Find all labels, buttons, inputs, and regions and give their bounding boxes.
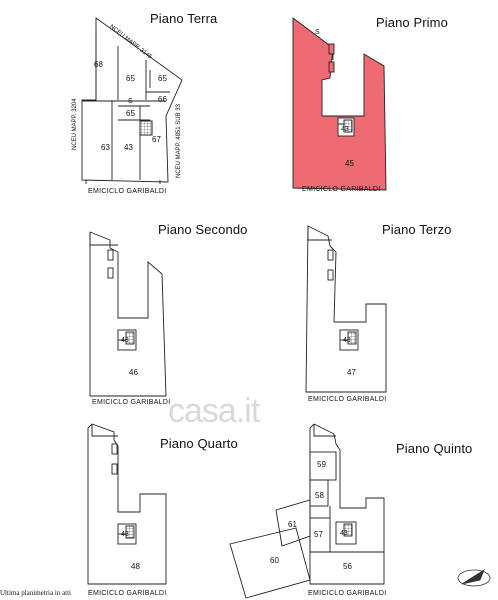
room-label: 68 xyxy=(94,60,103,69)
floor-title-primo: Piano Primo xyxy=(376,15,448,30)
floor-title-secondo: Piano Secondo xyxy=(158,222,248,237)
floor-plan-quinto xyxy=(230,424,384,598)
street-label-primo: EMICICLO GARIBALDI xyxy=(302,186,381,193)
room-label: 60 xyxy=(270,556,279,565)
quarto-outline xyxy=(88,424,166,584)
floor-title-quarto: Piano Quarto xyxy=(160,436,238,451)
secondo-outline xyxy=(90,232,166,396)
street-label-terra: EMICICLO GARIBALDI xyxy=(88,188,167,195)
room-label: 59 xyxy=(317,460,326,469)
room-label: 43 xyxy=(121,531,129,538)
street-label-quarto: EMICICLO GARIBALDI xyxy=(88,590,167,597)
room-label: 43 xyxy=(124,143,133,152)
room-label: 43 xyxy=(340,530,348,537)
room-label: 43 xyxy=(121,337,129,344)
room-label: 65 xyxy=(158,74,167,83)
street-label-secondo: EMICICLO GARIBALDI xyxy=(92,399,171,406)
room-label: 61 xyxy=(288,520,297,529)
footer-note: Ultima planimetria in atti xyxy=(0,589,71,597)
floor-plan-primo xyxy=(293,18,386,190)
room-label: S xyxy=(128,98,133,105)
room-label: 65 xyxy=(126,74,135,83)
room-label: S xyxy=(315,29,320,36)
north-arrow-icon xyxy=(458,570,490,586)
cadastral-label-right: NCEU MAPP. 4851 SUB 33 xyxy=(176,104,182,178)
floor-plan-secondo xyxy=(90,232,166,396)
room-label: 58 xyxy=(315,491,324,500)
street-label-quinto: EMICICLO GARIBALDI xyxy=(308,590,387,597)
quinto-outline xyxy=(310,424,384,584)
room-label: 48 xyxy=(131,562,140,571)
room-label: 67 xyxy=(152,135,161,144)
room-label: 66 xyxy=(158,95,167,104)
floor-title-quinto: Piano Quinto xyxy=(396,441,473,456)
floor-title-terra: Piano Terra xyxy=(150,11,218,26)
terzo-outline xyxy=(306,226,386,392)
floor-plan-terzo xyxy=(306,226,386,392)
room-label: 56 xyxy=(343,562,352,571)
room-label: 57 xyxy=(314,530,323,539)
cadastral-label-left: NCEU MAPP. 3204 xyxy=(72,98,78,150)
watermark-text: casa.it xyxy=(168,392,260,430)
cadastral-label-top: NCEU MAPP. 3145 xyxy=(108,24,153,61)
room-label: 45 xyxy=(345,159,354,168)
primo-outline xyxy=(293,18,386,190)
watermark-logo xyxy=(168,392,259,431)
room-label: 43 xyxy=(341,126,349,133)
room-label: 63 xyxy=(101,143,110,152)
street-label-terzo: EMICICLO GARIBALDI xyxy=(308,396,387,403)
room-label: 47 xyxy=(347,368,356,377)
floor-title-terzo: Piano Terzo xyxy=(382,222,452,237)
room-label: 46 xyxy=(129,368,138,377)
room-label: 43 xyxy=(343,337,351,344)
room-label: 65 xyxy=(126,109,135,118)
floor-plan-quarto xyxy=(88,424,166,584)
